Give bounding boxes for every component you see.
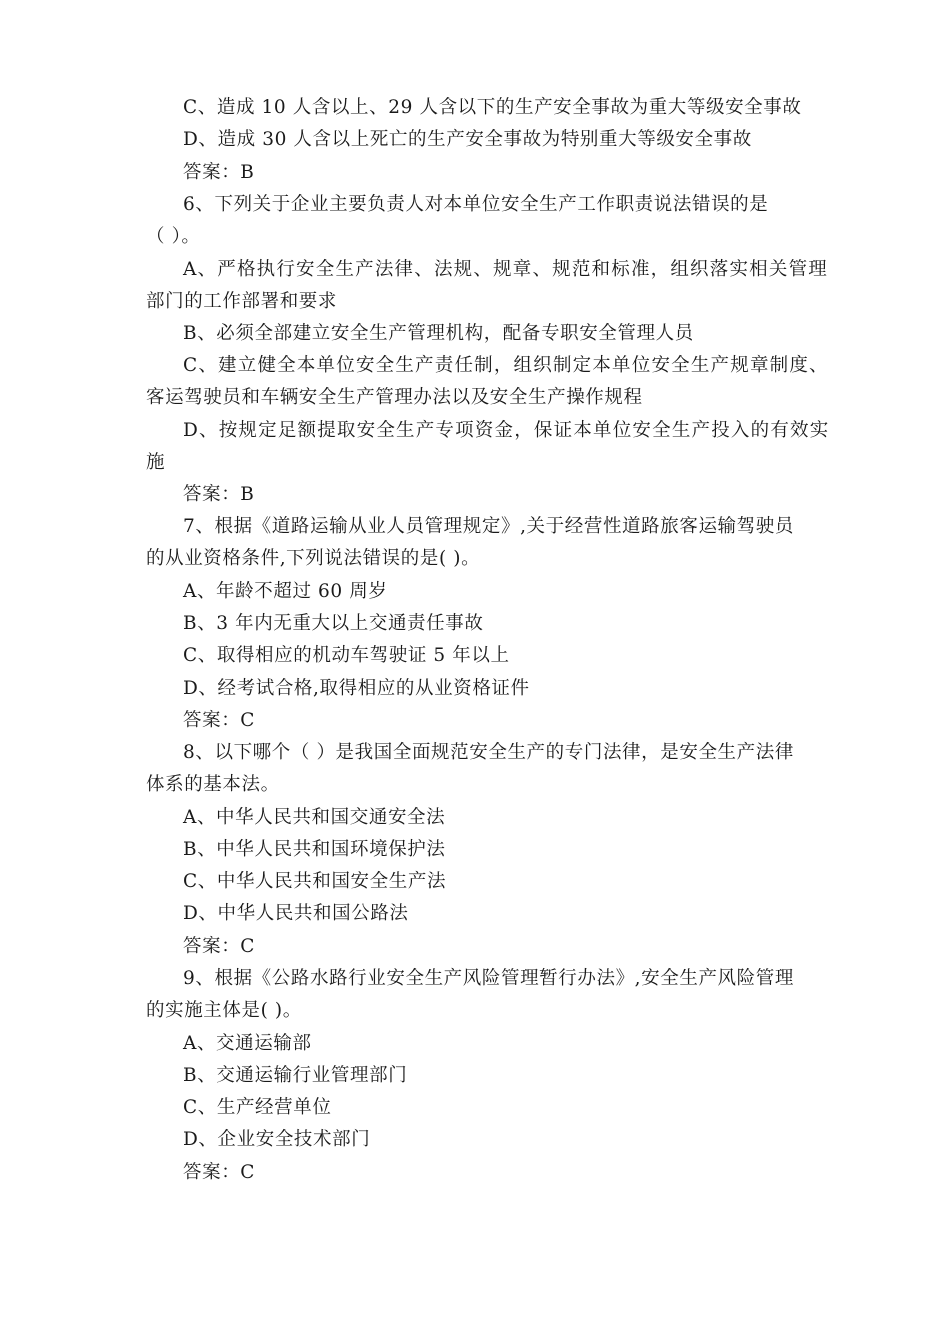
- answer-q5: 答案：B: [183, 162, 255, 183]
- option-a-q6-continued: 部门的工作部署和要求: [146, 291, 338, 312]
- question-8: 8、以下哪个（ ）是我国全面规范安全生产的专门法律，是安全生产法律: [183, 742, 794, 763]
- answer-q9: 答案：C: [183, 1162, 256, 1183]
- option-c-q5: C、造成 10 人含以上、29 人含以下的生产安全事故为重大等级安全事故: [183, 97, 802, 118]
- option-b-q6: B、必须全部建立安全生产管理机构，配备专职安全管理人员: [183, 323, 694, 344]
- option-d-q8: D、中华人民共和国公路法: [183, 903, 409, 924]
- option-b-q9: B、交通运输行业管理部门: [183, 1065, 408, 1086]
- question-8-continued: 体系的基本法。: [146, 774, 280, 795]
- answer-q7: 答案：C: [183, 710, 256, 731]
- question-6-continued: （ ）。: [146, 226, 201, 247]
- question-9-continued: 的实施主体是( )。: [146, 1000, 302, 1021]
- question-6: 6、下列关于企业主要负责人对本单位安全生产工作职责说法错误的是: [183, 194, 769, 215]
- question-9: 9、根据《公路水路行业安全生产风险管理暂行办法》,安全生产风险管理: [183, 968, 794, 989]
- option-a-q7: A、年龄不超过 60 周岁: [183, 581, 388, 602]
- option-c-q6: C、建立健全本单位安全生产责任制，组织制定本单位安全生产规章制度、: [183, 355, 829, 376]
- answer-q8: 答案：C: [183, 936, 256, 957]
- option-b-q7: B、3 年内无重大以上交通责任事故: [183, 613, 484, 634]
- question-7-continued: 的从业资格条件,下列说法错误的是( )。: [146, 548, 481, 569]
- option-c-q7: C、取得相应的机动车驾驶证 5 年以上: [183, 645, 510, 666]
- question-7: 7、根据《道路运输从业人员管理规定》,关于经营性道路旅客运输驾驶员: [183, 516, 794, 537]
- option-b-q8: B、中华人民共和国环境保护法: [183, 839, 446, 860]
- option-d-q6: D、按规定足额提取安全生产专项资金，保证本单位安全生产投入的有效实: [183, 420, 830, 441]
- option-a-q6: A、严格执行安全生产法律、法规、规章、规范和标准，组织落实相关管理: [183, 259, 828, 280]
- option-d-q6-continued: 施: [146, 452, 166, 473]
- option-d-q9: D、企业安全技术部门: [183, 1129, 371, 1150]
- option-c-q9: C、生产经营单位: [183, 1097, 332, 1118]
- option-a-q8: A、中华人民共和国交通安全法: [183, 807, 446, 828]
- option-c-q8: C、中华人民共和国安全生产法: [183, 871, 447, 892]
- option-c-q6-continued: 客运驾驶员和车辆安全生产管理办法以及安全生产操作规程: [146, 387, 643, 408]
- option-a-q9: A、交通运输部: [183, 1033, 312, 1054]
- answer-q6: 答案：B: [183, 484, 255, 505]
- option-d-q5: D、造成 30 人含以上死亡的生产安全事故为特别重大等级安全事故: [183, 129, 752, 150]
- option-d-q7: D、经考试合格,取得相应的从业资格证件: [183, 678, 530, 699]
